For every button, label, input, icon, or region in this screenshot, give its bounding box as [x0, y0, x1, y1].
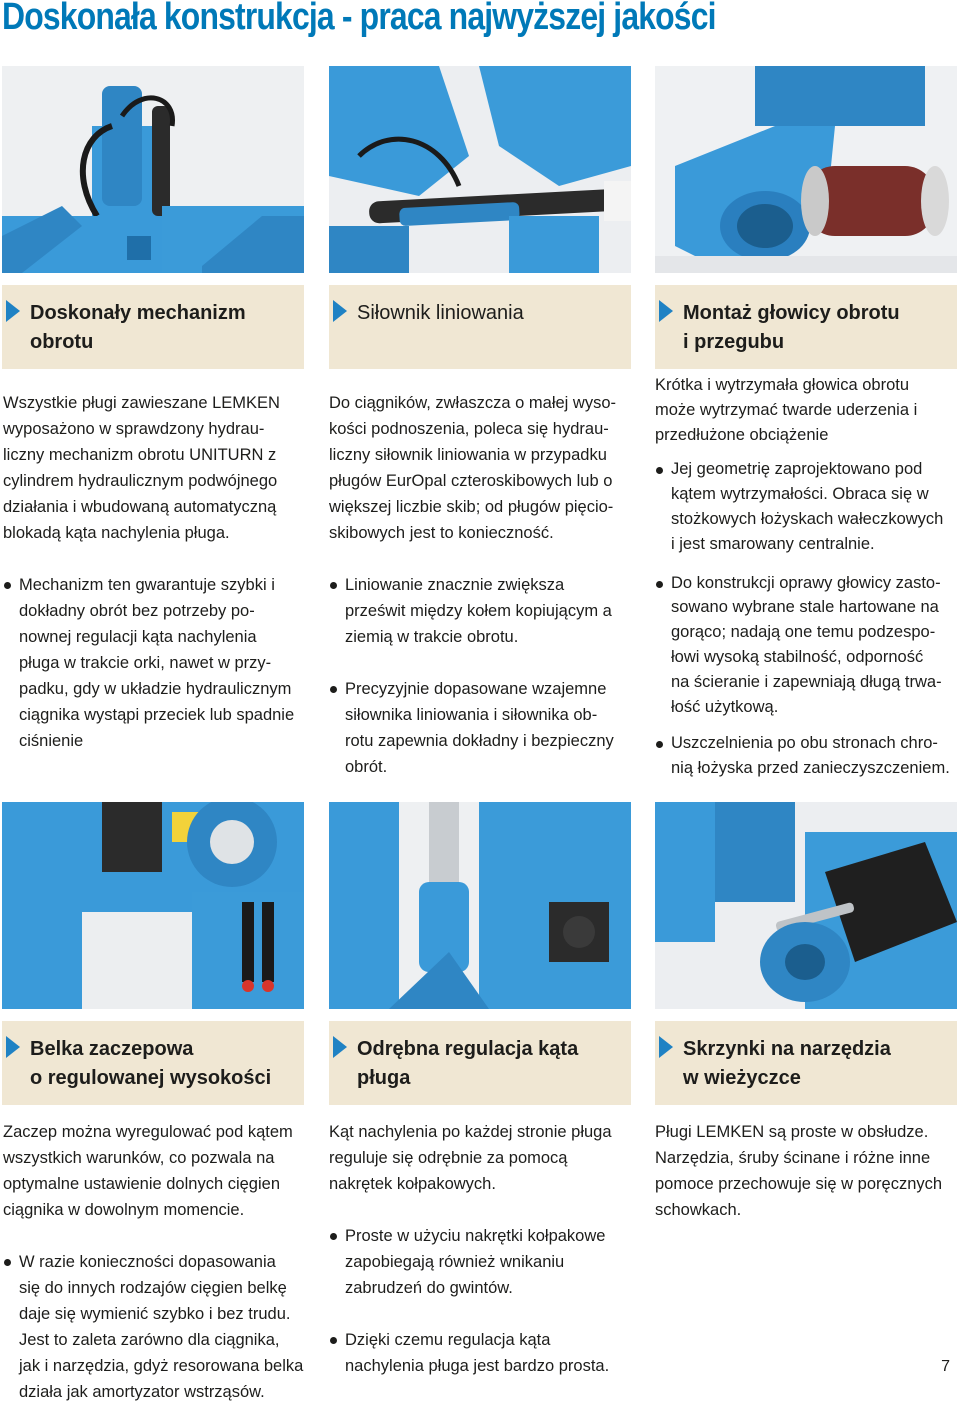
section-lead-text: Zaczep można wyregulować pod kątem wszystkich warunków, co pozwala na optymalne ustawienie dolnych cięgien ciągnika w dowolnym momencie. [3, 1123, 293, 1219]
angle-adjustment-icon [329, 802, 631, 1009]
section-heading: Doskonały mechanizm obrotu [30, 302, 246, 353]
bullet-item: Liniowanie znacznie zwiększa prześwit między kołem kopiującym a ziemią w trakcie obrotu. [329, 572, 634, 650]
section-heading: Montaż głowicy obrotu i przegubu [683, 302, 900, 353]
turning-head-bearing-photo [655, 66, 957, 273]
section-lead-text: Do ciągników, zwłaszcza o małej wyso- kości podnoszenia, poleca się hydrau- liczny siłownik liniowania w przypadku pługów EurOpal czteroskibowych lub o większej liczbie skib; od pługów pięcio- skibowych jest to konieczność. [329, 394, 617, 542]
section-body-turning-head [655, 373, 960, 781]
plough-turning-cylinder-icon [2, 66, 304, 273]
section-heading: Belka zaczepowa o regulowanej wysokości [30, 1038, 272, 1089]
bullet-list [329, 572, 634, 780]
turning-head-bearing-icon [655, 66, 957, 273]
section-header-turning-mechanism [2, 285, 304, 369]
bullet-item: W razie konieczności dopasowania się do innych rodzajów cięgien belkę daje się wymienić szybko i bez trudu. Jest to zaleta zarówno dla ciągnika, jak i narzędzia, gdyż resorowana belka działa jak amortyzator wstrząsów. [3, 1249, 308, 1405]
section-lead-text: Pługi LEMKEN są proste w obsłudze. Narzędzia, śruby ścinane i różne inne pomoce przechowuje się w poręcznych schowkach. [655, 1123, 943, 1219]
section-header-levelling-cylinder [329, 285, 631, 369]
plough-turning-cylinder-photo [2, 66, 304, 273]
section-header-turning-head [655, 285, 957, 369]
bullet-item: Proste w użyciu nakrętki kołpakowe zapobiegają również wnikaniu zabrudzeń do gwintów. [329, 1223, 634, 1301]
arrow-right-icon [333, 1036, 347, 1058]
angle-adjustment-photo [329, 802, 631, 1009]
arrow-right-icon [659, 1036, 673, 1058]
bullet-list [3, 1249, 308, 1405]
section-lead-text: Wszystkie pługi zawieszane LEMKEN wyposażono w sprawdzony hydrau- liczny mechanizm obrotu UNITURN z cylindrem hydraulicznym podwójnego działania i wbudowaną automatyczną blokadą kąta nachylenia pługa. [3, 394, 280, 542]
tool-box-photo [655, 802, 957, 1009]
section-heading: Skrzynki na narzędzia w wieżyczce [683, 1038, 891, 1089]
bullet-list [329, 1223, 634, 1379]
bullet-item: Dzięki czemu regulacja kąta nachylenia pługa jest bardzo prosta. [329, 1327, 634, 1379]
section-header-tool-box [655, 1021, 957, 1105]
bullet-item: Mechanizm ten gwarantuje szybki i dokładny obrót bez potrzeby po- nownej regulacji kąta nachylenia pługa w trakcie orki, nawet w przy- padku, gdy w układzie hydraulicznym ciągnika wystąpi przeciek lub spadnie ciśnienie [3, 572, 308, 754]
bullet-item: Precyzyjnie dopasowane wzajemne siłownika liniowania i siłownika ob- rotu zapewnia dokładny i bezpieczny obrót. [329, 676, 634, 780]
page-number: 7 [941, 1358, 950, 1375]
section-lead-text: Kąt nachylenia po każdej stronie pługa reguluje się odrębnie za pomocą nakrętek kołpakowych. [329, 1123, 612, 1193]
section-body-turning-mechanism [3, 390, 308, 754]
section-body-headstock [3, 1119, 308, 1405]
section-body-levelling-cylinder [329, 390, 634, 780]
bullet-list [655, 457, 960, 781]
arrow-right-icon [6, 1036, 20, 1058]
section-body-angle-adjustment [329, 1119, 634, 1379]
bullet-item: Uszczelnienia po obu stronach chro- nią łożyska przed zanieczyszczeniem. [655, 731, 960, 781]
bullet-item: Jej geometrię zaprojektowano pod kątem wytrzymałości. Obraca się w stożkowych łożyskach wałeczkowych i jest smarowany centralnie. [655, 457, 960, 556]
section-header-angle-adjustment [329, 1021, 631, 1105]
levelling-cylinder-icon [329, 66, 631, 273]
bullet-item: Do konstrukcji oprawy głowicy zasto- sowano wybrane stale hartowane na gorąco; nadają one temu podzespo- łowi wysoką stabilność, odporność na ścieranie i zapewniają długą trwa- łość użytkową. [655, 571, 960, 720]
section-lead-text: Krótka i wytrzymała głowica obrotu może wytrzymać twarde uderzenia i przedłużone obciążenie [655, 376, 918, 444]
tool-box-icon [655, 802, 957, 1009]
section-header-headstock [2, 1021, 304, 1105]
headstock-beam-photo [2, 802, 304, 1009]
arrow-right-icon [6, 300, 20, 322]
section-heading: Siłownik liniowania [357, 302, 524, 324]
headstock-beam-icon [2, 802, 304, 1009]
section-heading: Odrębna regulacja kąta pługa [357, 1038, 579, 1089]
arrow-right-icon [659, 300, 673, 322]
levelling-cylinder-photo [329, 66, 631, 273]
arrow-right-icon [333, 300, 347, 322]
bullet-list [3, 572, 308, 754]
page-title: Doskonała konstrukcja - praca najwyższej jakości [2, 0, 716, 38]
section-body-tool-box [655, 1119, 960, 1223]
